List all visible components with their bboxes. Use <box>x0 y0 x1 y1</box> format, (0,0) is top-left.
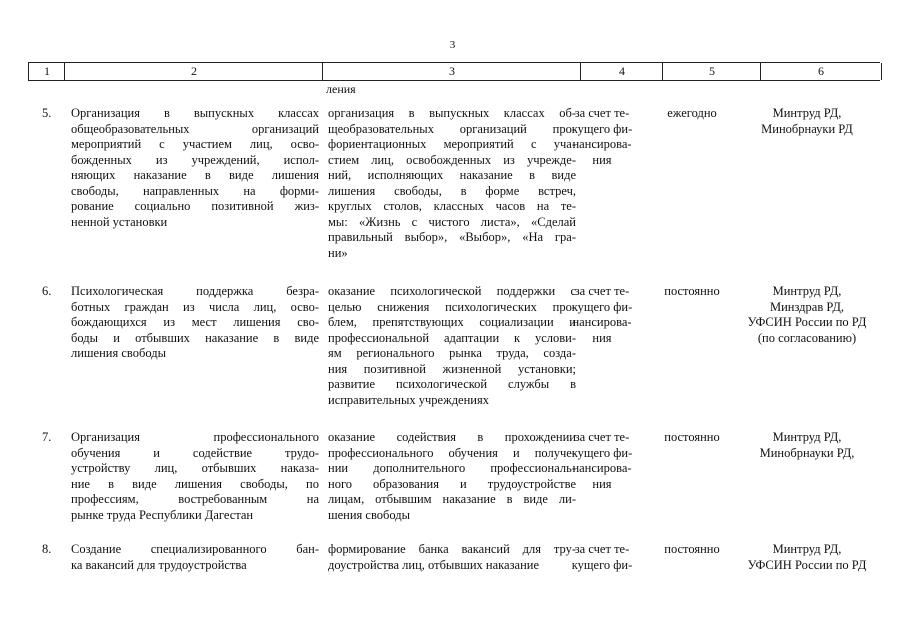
header-col-3: 3 <box>322 63 581 80</box>
deadline: постоянно <box>664 542 720 556</box>
measure-description: формирование банка вакансий для тру- доустройства лиц, отбывших наказание <box>328 542 576 572</box>
measure-description: оказание содействия в прохождении профессионального обучения и получе- нии дополнительного профессиональ- ного образования и трудоустройстве лицам, отбывшим наказание в виде ли- шения свободы <box>328 430 576 522</box>
header-col-6: 6 <box>760 63 882 80</box>
table-header <box>28 62 880 81</box>
measure-description: оказание психологической поддержки с целью снижения психологических про- блем, препятствующих социализации и профессиональной адаптации к услови- ям регионального рынка труда, созда- ния позитивной жизненной установки; развитие психологической службы в исправительных учреждениях <box>328 284 576 407</box>
executors: Минтруд РД, Минобрнауки РД, <box>759 430 855 460</box>
measure-name: Создание специализированного бан- ка вакансий для трудоустройства <box>71 542 319 572</box>
executors: Минтруд РД, Минздрав РД, УФСИН России по РД (по согласованию) <box>747 284 867 345</box>
deadline: постоянно <box>664 284 720 298</box>
row-number: 7. <box>42 430 52 444</box>
page-number: 3 <box>449 39 456 51</box>
funding-source: за счет те- кущего фи- нансирова- ния <box>571 284 633 345</box>
continued-text: ления <box>326 82 356 96</box>
measure-name: Организация профессионального обучения и содействие трудо- устройству лиц, отбывших наказа- ние в виде лишения свободы, по профессиям, востребованным на рынке труда Республики Дагестан <box>71 430 319 522</box>
deadline: постоянно <box>664 430 720 444</box>
header-col-5: 5 <box>662 63 761 80</box>
measure-name: Организация в выпускных классах общеобразовательных организаций мероприятий с участием лиц, осво- божденных из учреждений, испол- няющих наказание в виде лишения свободы, направленных на форми- рование социально позитивной жиз- ненной установки <box>71 106 319 229</box>
row-number: 5. <box>42 106 52 120</box>
executors: Минтруд РД, Минобрнауки РД <box>761 106 853 136</box>
executors: Минтруд РД, УФСИН России по РД <box>747 542 867 572</box>
header-col-2: 2 <box>64 63 323 80</box>
measure-name: Психологическая поддержка безра- ботных граждан из числа лиц, осво- бождающихся из мест лишения сво- боды и отбывших наказание в виде лишения свободы <box>71 284 319 360</box>
funding-source: за счет те- кущего фи- нансирова- ния <box>571 430 633 491</box>
funding-source: за счет те- кущего фи- нансирова- ния <box>571 106 633 167</box>
row-number: 8. <box>42 542 52 556</box>
header-col-1: 1 <box>28 63 65 80</box>
header-col-4: 4 <box>580 63 663 80</box>
deadline: ежегодно <box>667 106 717 120</box>
funding-source: за счет те- кущего фи- <box>571 542 633 572</box>
row-number: 6. <box>42 284 52 298</box>
measure-description: организация в выпускных классах об- щеобразовательных организаций про- фориентационных мероприятий с уча- стием лиц, освобожденных из учрежде- ний, исполняющих наказание в виде лишения свободы, в форме встреч, круглых столов, классных часов на те- мы: «Жизнь с чистого листа», «Сделай правильный выбор», «Выбор», «На гра- ни» <box>328 106 576 260</box>
